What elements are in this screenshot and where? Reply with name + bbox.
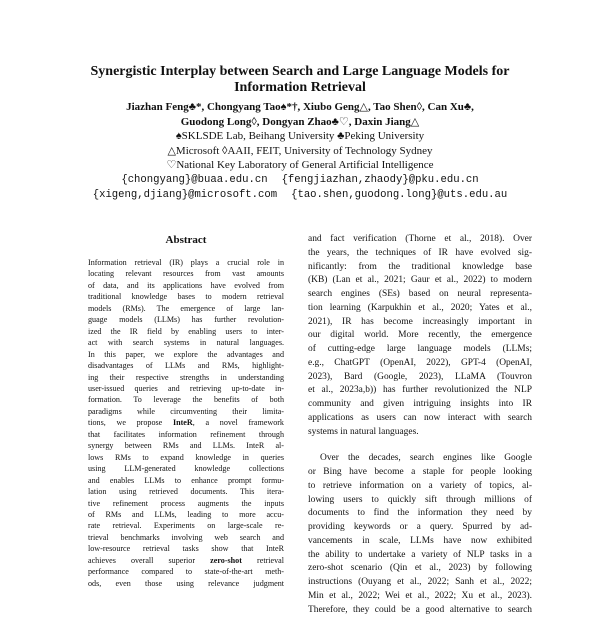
text-line: lowing users to quickly sift through millions of	[308, 494, 532, 508]
abstract-column	[88, 233, 284, 589]
affiliation-line-2: △Microsoft ◊AAII, FEIT, University of Technology Sydney	[40, 144, 560, 159]
text-line: Over the decades, search engines like Google	[308, 452, 532, 466]
text-line: locating relevant resources from vast amounts	[88, 268, 284, 279]
text-line: of RMs and LLMs, leading to more accu-	[88, 509, 284, 520]
text-line: the ability to undertake a variety of NLP tasks in a	[308, 549, 532, 563]
email-row-2	[40, 188, 560, 203]
text-line: tion learning (Karpukhin et al., 2020; Yates et al.,	[308, 302, 532, 316]
text-line: and fact verification (Thorne et al., 2018). Over	[308, 233, 532, 247]
text-line: Min et al., 2022; Wei et al., 2022; Xu et al., 2023).	[308, 590, 532, 604]
affiliation-line-3: ♡National Key Laboratory of General Artificial Intelligence	[40, 158, 560, 173]
title-line-1: Synergistic Interplay between Search and Large Language Models for	[60, 64, 540, 80]
intro-paragraph-1	[308, 233, 532, 439]
text-line: that facilitates information refinement through	[88, 429, 284, 440]
text-line: tive refinement process augments the inputs	[88, 498, 284, 509]
text-line: and enables LLMs to enhance prompt formu-	[88, 475, 284, 486]
email-chongyang[interactable]: {chongyang}@buaa.edu.cn	[121, 174, 267, 186]
text-line: synergy between RMs and LLMs. InteR al-	[88, 440, 284, 451]
text-line: (KB) (Lan et al., 2021; Gaur et al., 2022) to modern	[308, 274, 532, 288]
title-line-2: Information Retrieval	[60, 80, 540, 96]
text-line: or Bing have become a staple for people looking	[308, 466, 532, 480]
text-line: disadvantages of LLMs and RMs, highlight-	[88, 360, 284, 371]
email-fengjiazhan-zhaody[interactable]: {fengjiazhan,zhaody}@pku.edu.cn	[282, 174, 479, 186]
abstract-body	[88, 257, 284, 589]
affiliation-line-1: ♠SKLSDE Lab, Beihang University ♣Peking University	[40, 129, 560, 144]
text-line: lows RMs to expand knowledge in queries	[88, 452, 284, 463]
text-line: et al., 2023a,b)) has further revolutionized the NLP	[308, 384, 532, 398]
email-xigeng-djiang[interactable]: {xigeng,djiang}@microsoft.com	[93, 189, 277, 201]
text-line: e.g., ChatGPT (OpenAI, 2022), GPT-4 (OpenAI,	[308, 357, 532, 371]
text-line: tions, we propose InteR, a novel framework	[88, 417, 284, 428]
text-line: to retrieve information on a variety of topics, al-	[308, 480, 532, 494]
text-line: systems in natural languages.	[308, 426, 532, 440]
text-line: zero-shot scenario (Qin et al., 2023) by following	[308, 562, 532, 576]
text-line: vancements in scale, LLMs have now exhibited	[308, 535, 532, 549]
text-line: community and given intriguing insights into IR	[308, 398, 532, 412]
text-line: performance compared to state-of-the-art meth-	[88, 566, 284, 577]
text-line: documents to find the information they need by	[308, 507, 532, 521]
email-tao-shen-guodong-long[interactable]: {tao.shen,guodong.long}@uts.edu.au	[291, 189, 507, 201]
email-row-1	[40, 173, 560, 188]
text-line: traditional knowledge bases to modern retrieval	[88, 291, 284, 302]
text-line: act with search systems in natural languages.	[88, 337, 284, 348]
text-line: of cutting-edge large language models (LLMs;	[308, 343, 532, 357]
emphasis: InteR	[173, 418, 193, 427]
emphasis: zero-shot	[210, 556, 242, 565]
text-line: lation using retrieved documents. This itera-	[88, 486, 284, 497]
text-line: of data, and its applications have evolved from	[88, 280, 284, 291]
text-line: ing their respective strengths in understanding	[88, 372, 284, 383]
text-line: 2023), Bard (Google, 2023), LLaMA (Touvron	[308, 371, 532, 385]
body-column	[308, 233, 532, 617]
text-line: using LLM-generated knowledge collections	[88, 463, 284, 474]
authors-line-1: Jiazhan Feng♣*, Chongyang Tao♠*†, Xiubo Geng△, Tao Shen◊, Can Xu♣,	[40, 100, 560, 115]
text-line: paradigms while circumventing their limita-	[88, 406, 284, 417]
text-line: applications as users can now interact with search	[308, 412, 532, 426]
text-line: rate retrieval. Experiments on large-scale re-	[88, 520, 284, 531]
text-line: ized the IR field by enabling users to inter-	[88, 326, 284, 337]
text-line: ods, even those using relevance judgment	[88, 578, 284, 589]
text-line: Therefore, they could be a good alternative to search	[308, 604, 532, 617]
text-line: nificantly: from the traditional knowledge base	[308, 261, 532, 275]
paper-title	[60, 64, 540, 96]
text-line: In this paper, we explore the advantages and	[88, 349, 284, 360]
text-line: formation. To leverage the benefits of both	[88, 394, 284, 405]
authors-line-2: Guodong Long◊, Dongyan Zhao♣♡, Daxin Jiang△	[40, 115, 560, 130]
intro-paragraph-2	[308, 452, 532, 617]
text-line: providing keywords or a query. Spurred by ad-	[308, 521, 532, 535]
text-line: trieval benchmarks involving web search and	[88, 532, 284, 543]
text-line: instructions (Ouyang et al., 2022; Sanh et al., 2022;	[308, 576, 532, 590]
text-line: the years, the techniques of IR have evolved sig-	[308, 247, 532, 261]
text-line: 2021), IR has become increasingly important in	[308, 316, 532, 330]
abstract-heading: Abstract	[88, 233, 284, 247]
text-line: low-resource retrieval tasks show that InteR	[88, 543, 284, 554]
text-line: search engines (SEs) based on neural representa-	[308, 288, 532, 302]
text-line: models (RMs). The emergence of large lan-	[88, 303, 284, 314]
author-block	[40, 100, 560, 202]
text-line: user-issued queries and retrieving up-to-date in-	[88, 383, 284, 394]
text-line: our digital world. More recently, the emergence	[308, 329, 532, 343]
text-line: achieves overall superior zero-shot retrieval	[88, 555, 284, 566]
text-line: Information retrieval (IR) plays a crucial role in	[88, 257, 284, 268]
text-line: guage models (LLMs) has further revolution-	[88, 314, 284, 325]
